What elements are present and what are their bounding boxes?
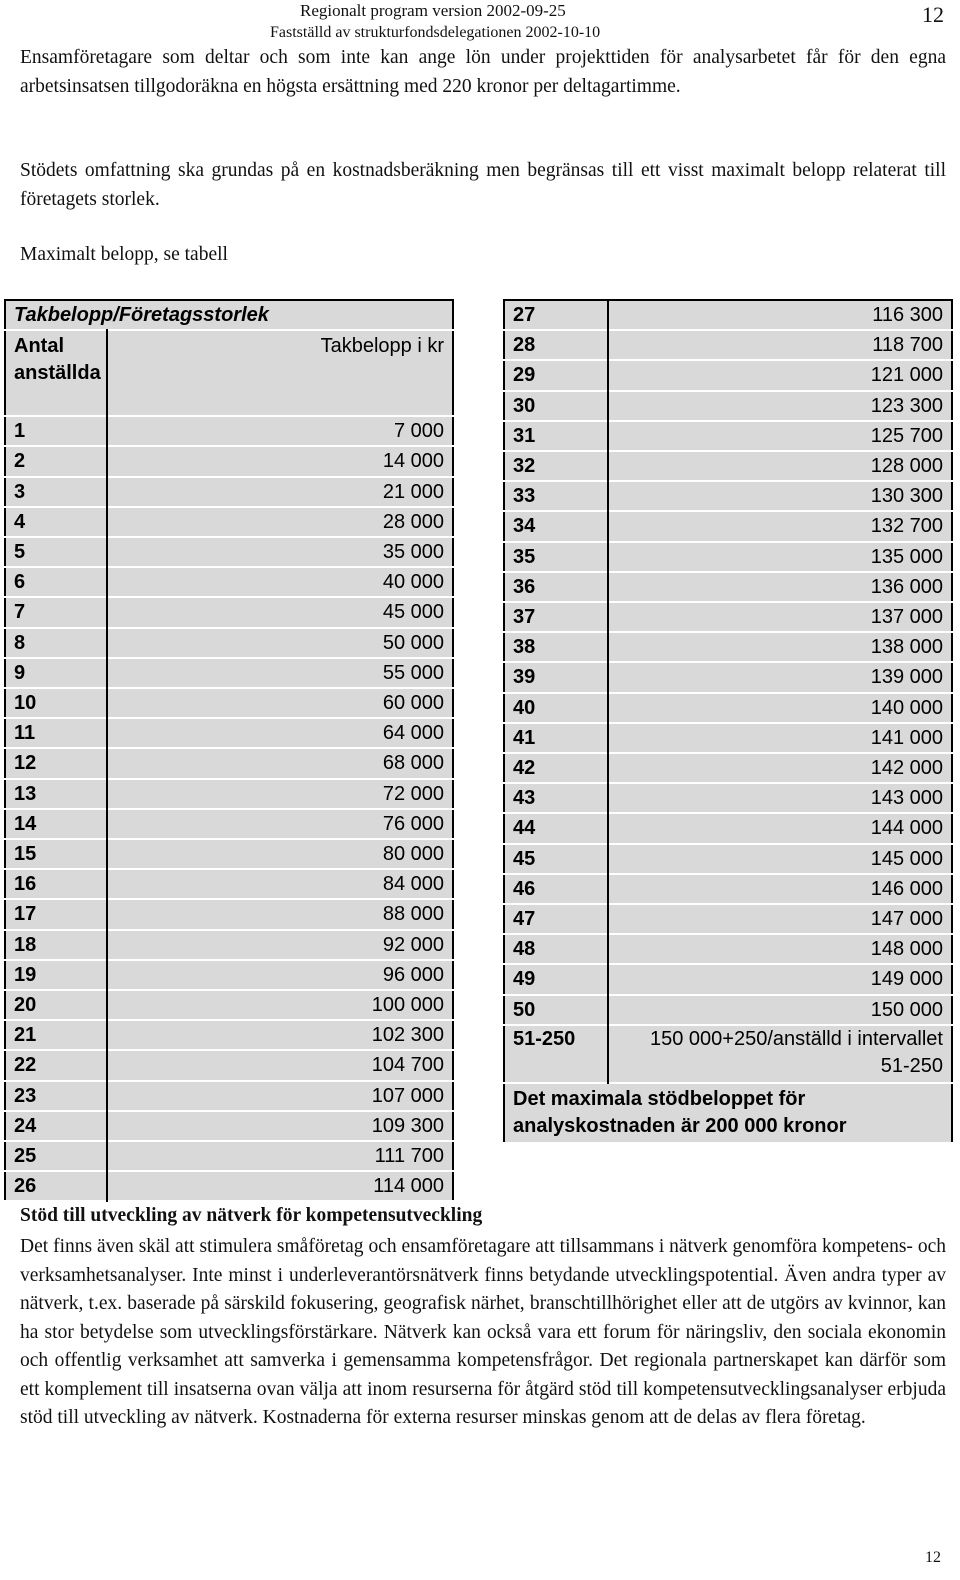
ceiling-amount: 64 000 [107, 718, 453, 748]
table-row [504, 753, 952, 783]
employee-count: 11 [5, 718, 107, 748]
table-row [504, 904, 952, 934]
table-row [5, 416, 453, 446]
employee-count: 18 [5, 930, 107, 960]
ceiling-amount: 72 000 [107, 779, 453, 809]
ceiling-amount: 144 000 [608, 813, 952, 843]
ceiling-amount: 138 000 [608, 632, 952, 662]
ceiling-amount: 125 700 [608, 421, 952, 451]
employee-count: 12 [5, 748, 107, 778]
table-row [504, 995, 952, 1025]
employee-count: 26 [5, 1171, 107, 1201]
employee-count: 31 [504, 421, 608, 451]
table-row [504, 360, 952, 390]
ceiling-amount: 14 000 [107, 446, 453, 476]
ceiling-amount: 55 000 [107, 658, 453, 688]
ceiling-amount: 121 000 [608, 360, 952, 390]
table-header-row [5, 330, 453, 416]
employee-count: 27 [504, 300, 608, 330]
employee-count: 13 [5, 779, 107, 809]
table-row [5, 990, 453, 1020]
ceiling-amount: 137 000 [608, 602, 952, 632]
employee-count: 5 [5, 537, 107, 567]
table-row [5, 567, 453, 597]
ceiling-amount: 68 000 [107, 748, 453, 778]
employee-count: 45 [504, 844, 608, 874]
employee-count: 39 [504, 662, 608, 692]
ceiling-amount: 130 300 [608, 481, 952, 511]
employee-count: 22 [5, 1050, 107, 1080]
employee-count: 1 [5, 416, 107, 446]
employee-count: 25 [5, 1141, 107, 1171]
ceiling-amount: 84 000 [107, 869, 453, 899]
employee-count: 44 [504, 813, 608, 843]
employee-count: 37 [504, 602, 608, 632]
ceiling-amount: 60 000 [107, 688, 453, 718]
page-header [0, 0, 960, 44]
section-title: Stöd till utveckling av nätverk för kompetensutveckling [20, 1205, 483, 1226]
table-row [5, 628, 453, 658]
paragraph-ensamforetagare: Ensamföretagare som deltar och som inte kan ange lön under projekttiden för analysarbetet får för den egna arbetsinsatsen tillgodoräkna en högsta ersättning med 220 kronor per deltagartimme. [20, 47, 946, 97]
table-row [504, 602, 952, 632]
ceiling-amount: 136 000 [608, 572, 952, 602]
ceiling-amount: 139 000 [608, 662, 952, 692]
ceiling-amount: 123 300 [608, 391, 952, 421]
header-program-version: Regionalt program version 2002-09-25 [300, 1, 566, 20]
section-body: Det finns även skäl att stimulera småföretag och ensamföretagare att tillsammans i nätverk genomföra kompetens- och verksamhetsanalyser. Inte minst i underleverantörsnätverk finns betydande utvecklingspotential. Även andra typer av nätverk, t.ex. baserade på särskild fokusering, geografisk närhet, branschtillhörighet eller att de utgörs av kvinnor, kan ha stor betydelse som utvecklingsförstärkare. Nätverk kan också vara ett forum för näringsliv, den sociala ekonomin och offentlig verksamhet att samverka i gemensamma kompetensfrågor. Det regionala partnerskapet kan därför som ett komplement till insatserna ovan välja att inom resurserna för åtgärd stöd till kompetensutvecklingsanalyser erbjuda stöd till utveckling av nätverk. Kostnaderna för externa resurser minskas genom att de delas av flera företag. [20, 1236, 946, 1428]
table-row [5, 779, 453, 809]
employee-count: 38 [504, 632, 608, 662]
ceiling-amount: 102 300 [107, 1020, 453, 1050]
table-row [5, 1020, 453, 1050]
max-support-note: Det maximala stödbeloppet för analyskostnaden är 200 000 kronor [504, 1083, 952, 1143]
table-row [5, 1111, 453, 1141]
paragraph-maximalt-belopp: Maximalt belopp, se tabell [20, 244, 228, 265]
employee-count: 50 [504, 995, 608, 1025]
column-header-employees: Antal anställda [5, 330, 107, 416]
employee-count: 3 [5, 477, 107, 507]
table-row [504, 874, 952, 904]
table-row [504, 723, 952, 753]
ceiling-amount: 111 700 [107, 1141, 453, 1171]
table-title: Takbelopp/Företagsstorlek [5, 300, 453, 330]
table-row [504, 542, 952, 572]
employee-count: 9 [5, 658, 107, 688]
employee-count: 21 [5, 1020, 107, 1050]
table-row [504, 844, 952, 874]
table-row [5, 446, 453, 476]
table-footer-row [504, 1083, 952, 1143]
table-row [504, 1025, 952, 1083]
table-row [504, 783, 952, 813]
table-row [5, 507, 453, 537]
ceiling-amount: 116 300 [608, 300, 952, 330]
ceiling-amount: 92 000 [107, 930, 453, 960]
employee-count: 35 [504, 542, 608, 572]
table-row [504, 511, 952, 541]
ceiling-amount: 128 000 [608, 451, 952, 481]
table-row [5, 869, 453, 899]
ceiling-amount: 80 000 [107, 839, 453, 869]
employee-count: 16 [5, 869, 107, 899]
ceiling-amount: 96 000 [107, 960, 453, 990]
table-row [504, 330, 952, 360]
table-row [504, 391, 952, 421]
ceiling-amount: 76 000 [107, 809, 453, 839]
employee-count: 30 [504, 391, 608, 421]
table-row [504, 300, 952, 330]
employee-count: 4 [5, 507, 107, 537]
ceiling-amount: 150 000+250/anställd i intervallet 51-250 [608, 1025, 952, 1083]
table-row [504, 481, 952, 511]
ceiling-amount: 147 000 [608, 904, 952, 934]
employee-count: 6 [5, 567, 107, 597]
employee-count: 20 [5, 990, 107, 1020]
table-row [5, 748, 453, 778]
employee-count: 36 [504, 572, 608, 602]
table-row [5, 930, 453, 960]
table-row [5, 960, 453, 990]
employee-count: 49 [504, 964, 608, 994]
ceiling-amount: 135 000 [608, 542, 952, 572]
ceiling-amount: 114 000 [107, 1171, 453, 1201]
employee-count: 19 [5, 960, 107, 990]
table-row [5, 688, 453, 718]
employee-count: 43 [504, 783, 608, 813]
table-row [5, 1141, 453, 1171]
table-row [504, 632, 952, 662]
table-row [504, 693, 952, 723]
ceiling-amount: 28 000 [107, 507, 453, 537]
ceiling-amount: 21 000 [107, 477, 453, 507]
employee-count: 8 [5, 628, 107, 658]
ceiling-amount: 35 000 [107, 537, 453, 567]
ceiling-amount: 146 000 [608, 874, 952, 904]
employee-count: 24 [5, 1111, 107, 1141]
ceiling-amount: 141 000 [608, 723, 952, 753]
table-row [5, 537, 453, 567]
ceiling-amount-table-left [4, 299, 454, 1202]
table-row [504, 964, 952, 994]
ceiling-amount: 140 000 [608, 693, 952, 723]
table-row [504, 934, 952, 964]
employee-count: 32 [504, 451, 608, 481]
ceiling-amount-table-right [503, 299, 953, 1144]
ceiling-amount: 45 000 [107, 597, 453, 627]
ceiling-amount: 7 000 [107, 416, 453, 446]
employee-count: 2 [5, 446, 107, 476]
table-row [5, 718, 453, 748]
ceiling-amount: 50 000 [107, 628, 453, 658]
ceiling-amount: 109 300 [107, 1111, 453, 1141]
ceiling-amount: 150 000 [608, 995, 952, 1025]
employee-count: 40 [504, 693, 608, 723]
employee-count: 28 [504, 330, 608, 360]
employee-count: 42 [504, 753, 608, 783]
header-adoption-date: Fastställd av strukturfondsdelegationen 2002-10-10 [270, 24, 601, 41]
table-row [5, 1050, 453, 1080]
footer-page-number: 12 [925, 1549, 941, 1566]
ceiling-amount: 104 700 [107, 1050, 453, 1080]
table-row [5, 597, 453, 627]
employee-count: 7 [5, 597, 107, 627]
ceiling-amount: 132 700 [608, 511, 952, 541]
table-row [5, 658, 453, 688]
employee-count: 29 [504, 360, 608, 390]
employee-count: 17 [5, 899, 107, 929]
ceiling-amount: 142 000 [608, 753, 952, 783]
table-row [5, 1081, 453, 1111]
table-row [5, 1171, 453, 1201]
table-title-row [5, 300, 453, 330]
employee-count: 46 [504, 874, 608, 904]
table-row [504, 421, 952, 451]
ceiling-amount: 107 000 [107, 1081, 453, 1111]
table-row [504, 451, 952, 481]
ceiling-amount: 88 000 [107, 899, 453, 929]
employee-count: 51-250 [504, 1025, 608, 1083]
column-header-ceiling: Takbelopp i kr [107, 330, 453, 416]
table-row [5, 839, 453, 869]
ceiling-amount: 100 000 [107, 990, 453, 1020]
table-row [504, 813, 952, 843]
employee-count: 34 [504, 511, 608, 541]
employee-count: 14 [5, 809, 107, 839]
header-page-number: 12 [922, 2, 944, 27]
ceiling-amount: 40 000 [107, 567, 453, 597]
table-row [5, 809, 453, 839]
employee-count: 41 [504, 723, 608, 753]
paragraph-stodets-omfattning: Stödets omfattning ska grundas på en kostnadsberäkning men begränsas till ett visst maximalt belopp relaterat till företagets storlek. [20, 160, 946, 210]
table-row [504, 662, 952, 692]
employee-count: 23 [5, 1081, 107, 1111]
ceiling-amount: 148 000 [608, 934, 952, 964]
employee-count: 47 [504, 904, 608, 934]
ceiling-amount: 143 000 [608, 783, 952, 813]
ceiling-amount: 145 000 [608, 844, 952, 874]
table-row [5, 899, 453, 929]
table-row [5, 477, 453, 507]
employee-count: 48 [504, 934, 608, 964]
employee-count: 15 [5, 839, 107, 869]
employee-count: 33 [504, 481, 608, 511]
ceiling-amount: 149 000 [608, 964, 952, 994]
employee-count: 10 [5, 688, 107, 718]
table-row [504, 572, 952, 602]
ceiling-amount: 118 700 [608, 330, 952, 360]
